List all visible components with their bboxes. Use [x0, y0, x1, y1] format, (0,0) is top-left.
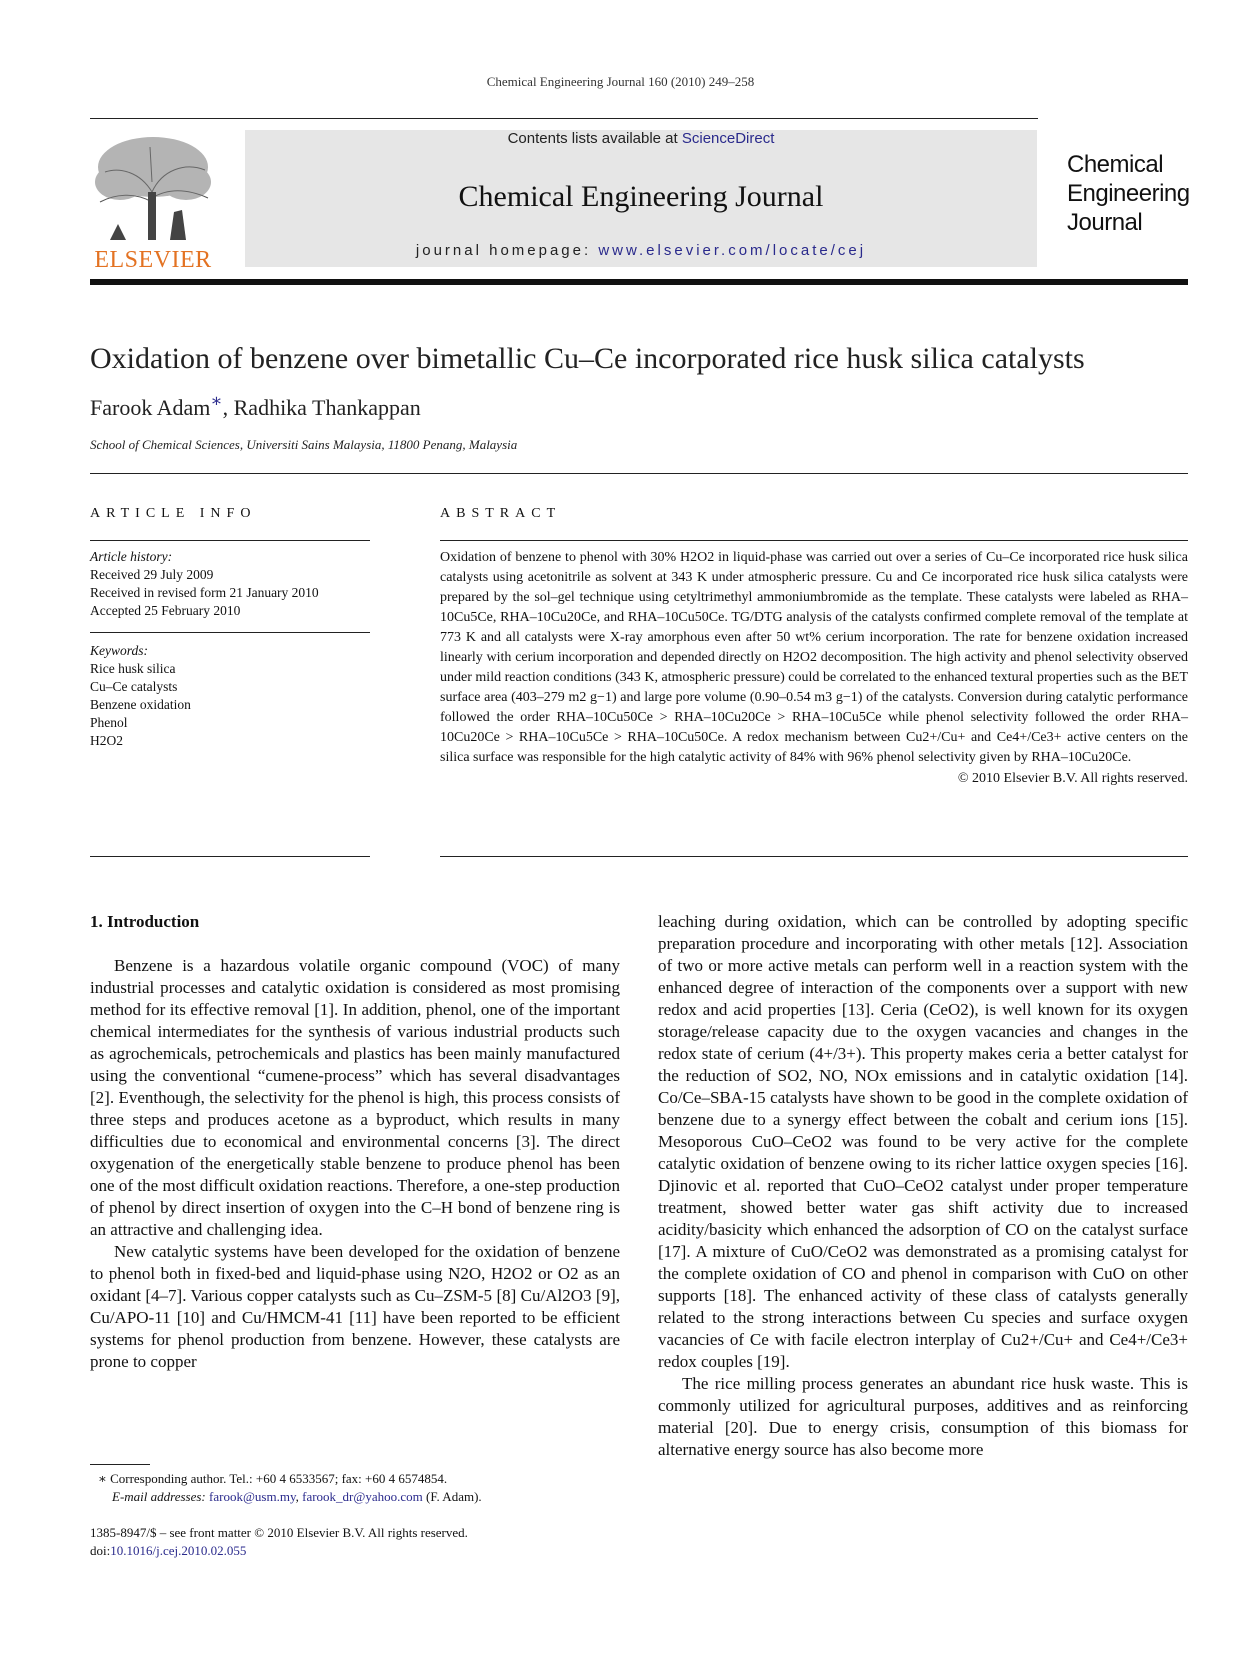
keyword: Rice husk silica [90, 661, 176, 676]
section-title: 1. Introduction [90, 912, 200, 931]
history-label: Article history: [90, 549, 173, 564]
affiliation-rule [90, 473, 1188, 474]
authors [90, 390, 421, 421]
history-item: Received in revised form 21 January 2010 [90, 585, 319, 600]
body-paragraph: The rice milling process generates an abundant rice husk waste. This is commonly utilized for agricultural purposes, additives and as reinforcing material [20]. Due to energy crisis, consumption of this biomass for alternative energy source has also become more [658, 1374, 1188, 1459]
email-suffix: (F. Adam). [422, 1489, 482, 1504]
email-separator: , [295, 1489, 303, 1504]
journal-banner [245, 130, 1037, 267]
body-column-right [658, 911, 1188, 1461]
doi-line [90, 1542, 468, 1560]
abstract-copyright: © 2010 Elsevier B.V. All rights reserved. [957, 770, 1188, 786]
body-column-left [90, 911, 620, 1373]
article-title: Oxidation of benzene over bimetallic Cu–Ce incorporated rice husk silica catalysts [90, 342, 1085, 375]
body-paragraph: New catalytic systems have been developed for the oxidation of benzene to phenol both in fixed-bed and liquid-phase using N2O, H2O2 or O2 as an oxidant [4–7]. Various copper catalysts such as Cu–ZSM-5 [8] Cu/Al2O3 [9], Cu/APO-11 [10] and Cu/HMCM-41 [11] have been reported to be efficient systems for phenol production from benzene. However, these catalysts are prone to copper [90, 1242, 620, 1371]
footnote [98, 1470, 638, 1506]
email-label: E-mail addresses: [112, 1489, 206, 1504]
side-title-line: Journal [1067, 209, 1143, 236]
doi-link[interactable]: 10.1016/j.cej.2010.02.055 [110, 1543, 247, 1558]
email-link[interactable]: farook@usm.my [209, 1489, 296, 1504]
email-link[interactable]: farook_dr@yahoo.com [302, 1489, 423, 1504]
keyword: H2O2 [90, 733, 123, 748]
keywords [90, 642, 375, 750]
elsevier-wordmark: ELSEVIER [94, 247, 212, 273]
article-history [90, 548, 375, 620]
keyword: Cu–Ce catalysts [90, 679, 178, 694]
doi-label: doi: [90, 1543, 111, 1558]
corresponding-mark[interactable]: ∗ [210, 390, 223, 411]
elsevier-logo [90, 132, 216, 274]
corresponding-author: ∗ Corresponding author. Tel.: +60 4 6533567; fax: +60 4 6574854. [98, 1471, 448, 1486]
history-item: Accepted 25 February 2010 [90, 603, 241, 618]
abstract [440, 548, 1188, 789]
sciencedirect-link[interactable]: ScienceDirect [681, 130, 775, 147]
front-matter-line: 1385-8947/$ – see front matter © 2010 Elsevier B.V. All rights reserved. [90, 1525, 468, 1540]
journal-title: Chemical Engineering Journal [458, 180, 824, 213]
abstract-rule [440, 540, 1188, 541]
history-item: Received 29 July 2009 [90, 567, 214, 582]
keyword: Benzene oxidation [90, 697, 191, 712]
abstract-text: Oxidation of benzene to phenol with 30% H2O2 in liquid-phase was carried out over a series of Cu–Ce incorporated rice husk silica catalysts using acetonitrile as solvent at 343 K under atmospheric pressure. Cu and Ce incorporated rice husk silica catalysts were prepared by the sol–gel technique using cetyltrimethyl ammoniumbromide as the template. These catalysts were labeled as RHA–10Cu5Ce, RHA–10Cu20Ce, and RHA–10Cu50Ce. TG/DTG analysis of the catalysts confirmed complete removal of the template at 773 K and all catalysts were X-ray amorphous even after 50 wt% cerium incorporation. The rate for benzene oxidation increased linearly with cerium incorporation and depended directly on H2O2 decomposition. The high activity and phenol selectivity observed under mild reaction conditions (343 K, atmospheric pressure) could be correlated to the enhanced textural properties such as the BET surface area (403–279 m2 g−1) and large pore volume (0.90–0.54 m3 g−1) of the catalysts. Conversion during catalytic performance followed the order RHA–10Cu50Ce > RHA–10Cu20Ce > RHA–10Cu5Ce while phenol selectivity followed the order RHA–10Cu20Ce > RHA–10Cu5Ce > RHA–10Cu50Ce. A redox mechanism between Cu2+/Cu+ and Ce4+/Ce3+ active centers on the silica surface was responsible for the high catalytic activity of 84% with 96% phenol selectivity given by RHA–10Cu20Ce. [440, 550, 1188, 766]
body-paragraph: leaching during oxidation, which can be controlled by adopting specific preparation procedure and incorporating with other metals [12]. Association of two or more active metals can perform well in a reaction system with the enhanced degree of interaction of the components over a support with new redox and acid properties [13]. Ceria (CeO2), is well known for its oxygen storage/release capacity due to the oxygen vacancies and changes in the redox state of cerium (4+/3+). This property makes ceria a better catalyst for the reduction of SO2, NO, NOx emissions and in catalytic oxidation [14]. Co/Ce–SBA-15 catalysts have shown to be good in the complete oxidation of benzene due to a synergy effect between the cobalt and cerium ions [15]. Mesoporous CuO–CeO2 was found to be very active for the complete catalytic oxidation of benzene owing to its richer lattice oxygen species [16]. Djinovic et al. reported that CuO–CeO2 catalyst under proper temperature treatment, showed better water gas shift activity due to increased acidity/basicity which enhanced the adsorption of CO on the catalyst surface [17]. A mixture of CuO/CeO2 was demonstrated as a promising catalyst for the complete oxidation of CO and phenol in comparison with CuO on other supports [18]. The enhanced activity of these class of catalysts generally related to the strong interactions between Cu species and surface oxygen vacancies of Ce with facile electron interplay of Cu2+/Cu+ and Ce4+/Ce3+ redox couples [19]. [658, 912, 1188, 1371]
contents-line [245, 130, 1037, 147]
homepage-prefix: journal homepage: [415, 242, 599, 259]
info-rule [90, 856, 370, 857]
abstract-heading: ABSTRACT [440, 506, 562, 521]
footnote-rule [90, 1464, 150, 1465]
keywords-label: Keywords: [90, 643, 148, 658]
body-paragraph: Benzene is a hazardous volatile organic compound (VOC) of many industrial processes and catalytic oxidation is considered as most promising method for its effective removal [1]. In addition, phenol, one of the important chemical intermediates for the synthesis of various industrial products such as agrochemicals, petrochemicals and plastics has been mainly manufactured using the conventional “cumene-process” which has several disadvantages [2]. Eventhough, the selectivity for the phenol is high, this process consists of three steps and produces acetone as a byproduct, which results in many difficulties due to economical and environmental concerns [3]. The direct oxygenation of the energetically stable benzene to produce phenol has been one of the most difficult oxidation reactions. Therefore, a one-step production of phenol by direct insertion of oxygen into the C–H bond of benzene ring is an attractive and challenging idea. [90, 956, 620, 1239]
keyword: Phenol [90, 715, 128, 730]
author-name: , Radhika Thankappan [222, 395, 421, 420]
info-rule [90, 632, 370, 633]
side-title-line: Chemical [1067, 151, 1164, 178]
article-info-heading: ARTICLE INFO [90, 506, 257, 521]
front-matter [90, 1524, 468, 1560]
thick-rule [90, 279, 1188, 285]
homepage-line [245, 242, 1037, 259]
header-rule [90, 118, 1038, 119]
info-rule [90, 540, 370, 541]
abstract-rule [440, 856, 1188, 857]
side-title-line: Engineering [1067, 180, 1190, 207]
author-name: Farook Adam [90, 395, 211, 420]
affiliation: School of Chemical Sciences, Universiti Sains Malaysia, 11800 Penang, Malaysia [90, 437, 518, 452]
journal-reference: Chemical Engineering Journal 160 (2010) 249–258 [486, 74, 755, 89]
tree-icon [90, 132, 216, 240]
homepage-link[interactable]: www.elsevier.com/locate/cej [598, 242, 867, 259]
contents-prefix: Contents lists available at [507, 130, 682, 147]
journal-side-title [1067, 150, 1217, 237]
email-line [98, 1488, 638, 1506]
